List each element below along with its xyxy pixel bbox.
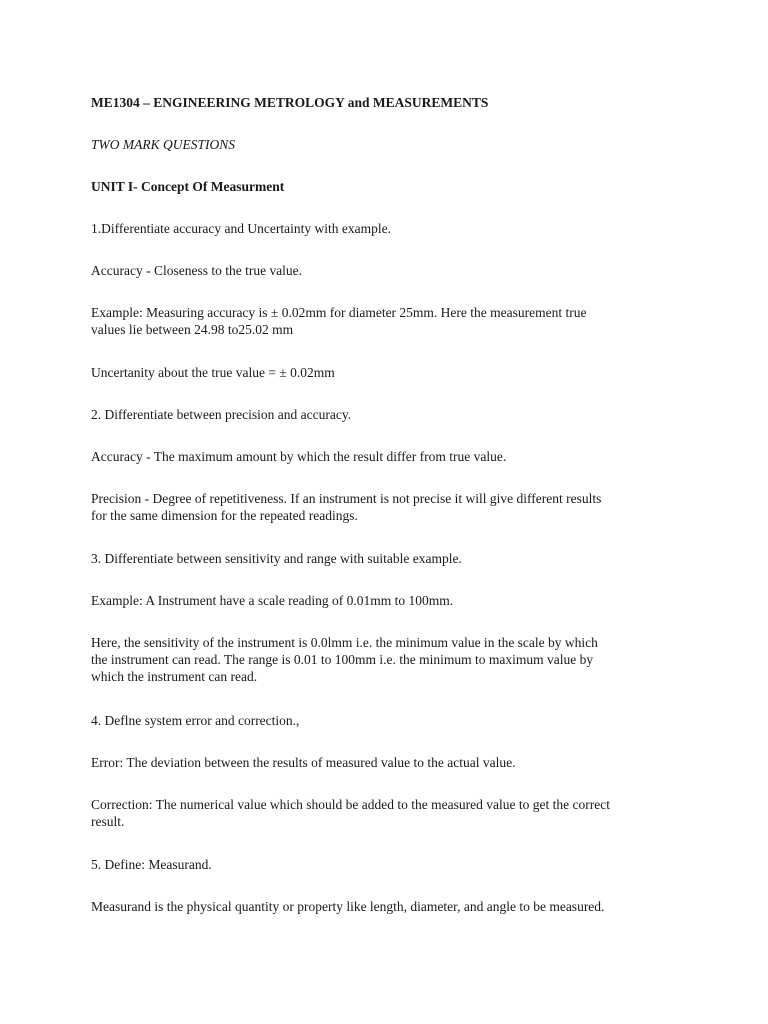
question-3: 3. Differentiate between sensitivity and range with suitable example.	[91, 551, 462, 566]
answer-paragraph: Error: The deviation between the results of measured value to the actual value.	[91, 755, 516, 770]
question-1: 1.Differentiate accuracy and Uncertainty with example.	[91, 221, 391, 236]
answer-paragraph: Correction: The numerical value which should be added to the measured value to get the correct result.	[91, 797, 610, 829]
answer-paragraph: Example: Measuring accuracy is ± 0.02mm for diameter 25mm. Here the measurement true values lie between 24.98 to25.02 mm	[91, 305, 587, 337]
question-2: 2. Differentiate between precision and accuracy.	[91, 407, 352, 422]
answer-paragraph: Accuracy - Closeness to the true value.	[91, 263, 303, 278]
course-title: ME1304 – ENGINEERING METROLOGY and MEASUREMENTS	[91, 95, 489, 110]
section-label: TWO MARK QUESTIONS	[91, 137, 235, 152]
answer-paragraph: Uncertanity about the true value = ± 0.02mm	[91, 365, 335, 380]
answer-paragraph: Here, the sensitivity of the instrument is 0.0lmm i.e. the minimum value in the scale by which the instrument can read. The range is 0.01 to 100mm i.e. the minimum to maximum value by which the instrument can read.	[91, 635, 598, 684]
unit-heading: UNIT I- Concept Of Measurment	[91, 179, 285, 194]
answer-paragraph: Accuracy - The maximum amount by which the result differ from true value.	[91, 449, 507, 464]
answer-paragraph: Measurand is the physical quantity or property like length, diameter, and angle to be measured.	[91, 899, 605, 914]
question-5: 5. Define: Measurand.	[91, 857, 212, 872]
answer-paragraph: Example: A Instrument have a scale reading of 0.01mm to 100mm.	[91, 593, 454, 608]
answer-paragraph: Precision - Degree of repetitiveness. If an instrument is not precise it will give different results for the same dimension for the repeated readings.	[91, 491, 602, 523]
question-4: 4. Deflne system error and correction.,	[91, 713, 300, 728]
